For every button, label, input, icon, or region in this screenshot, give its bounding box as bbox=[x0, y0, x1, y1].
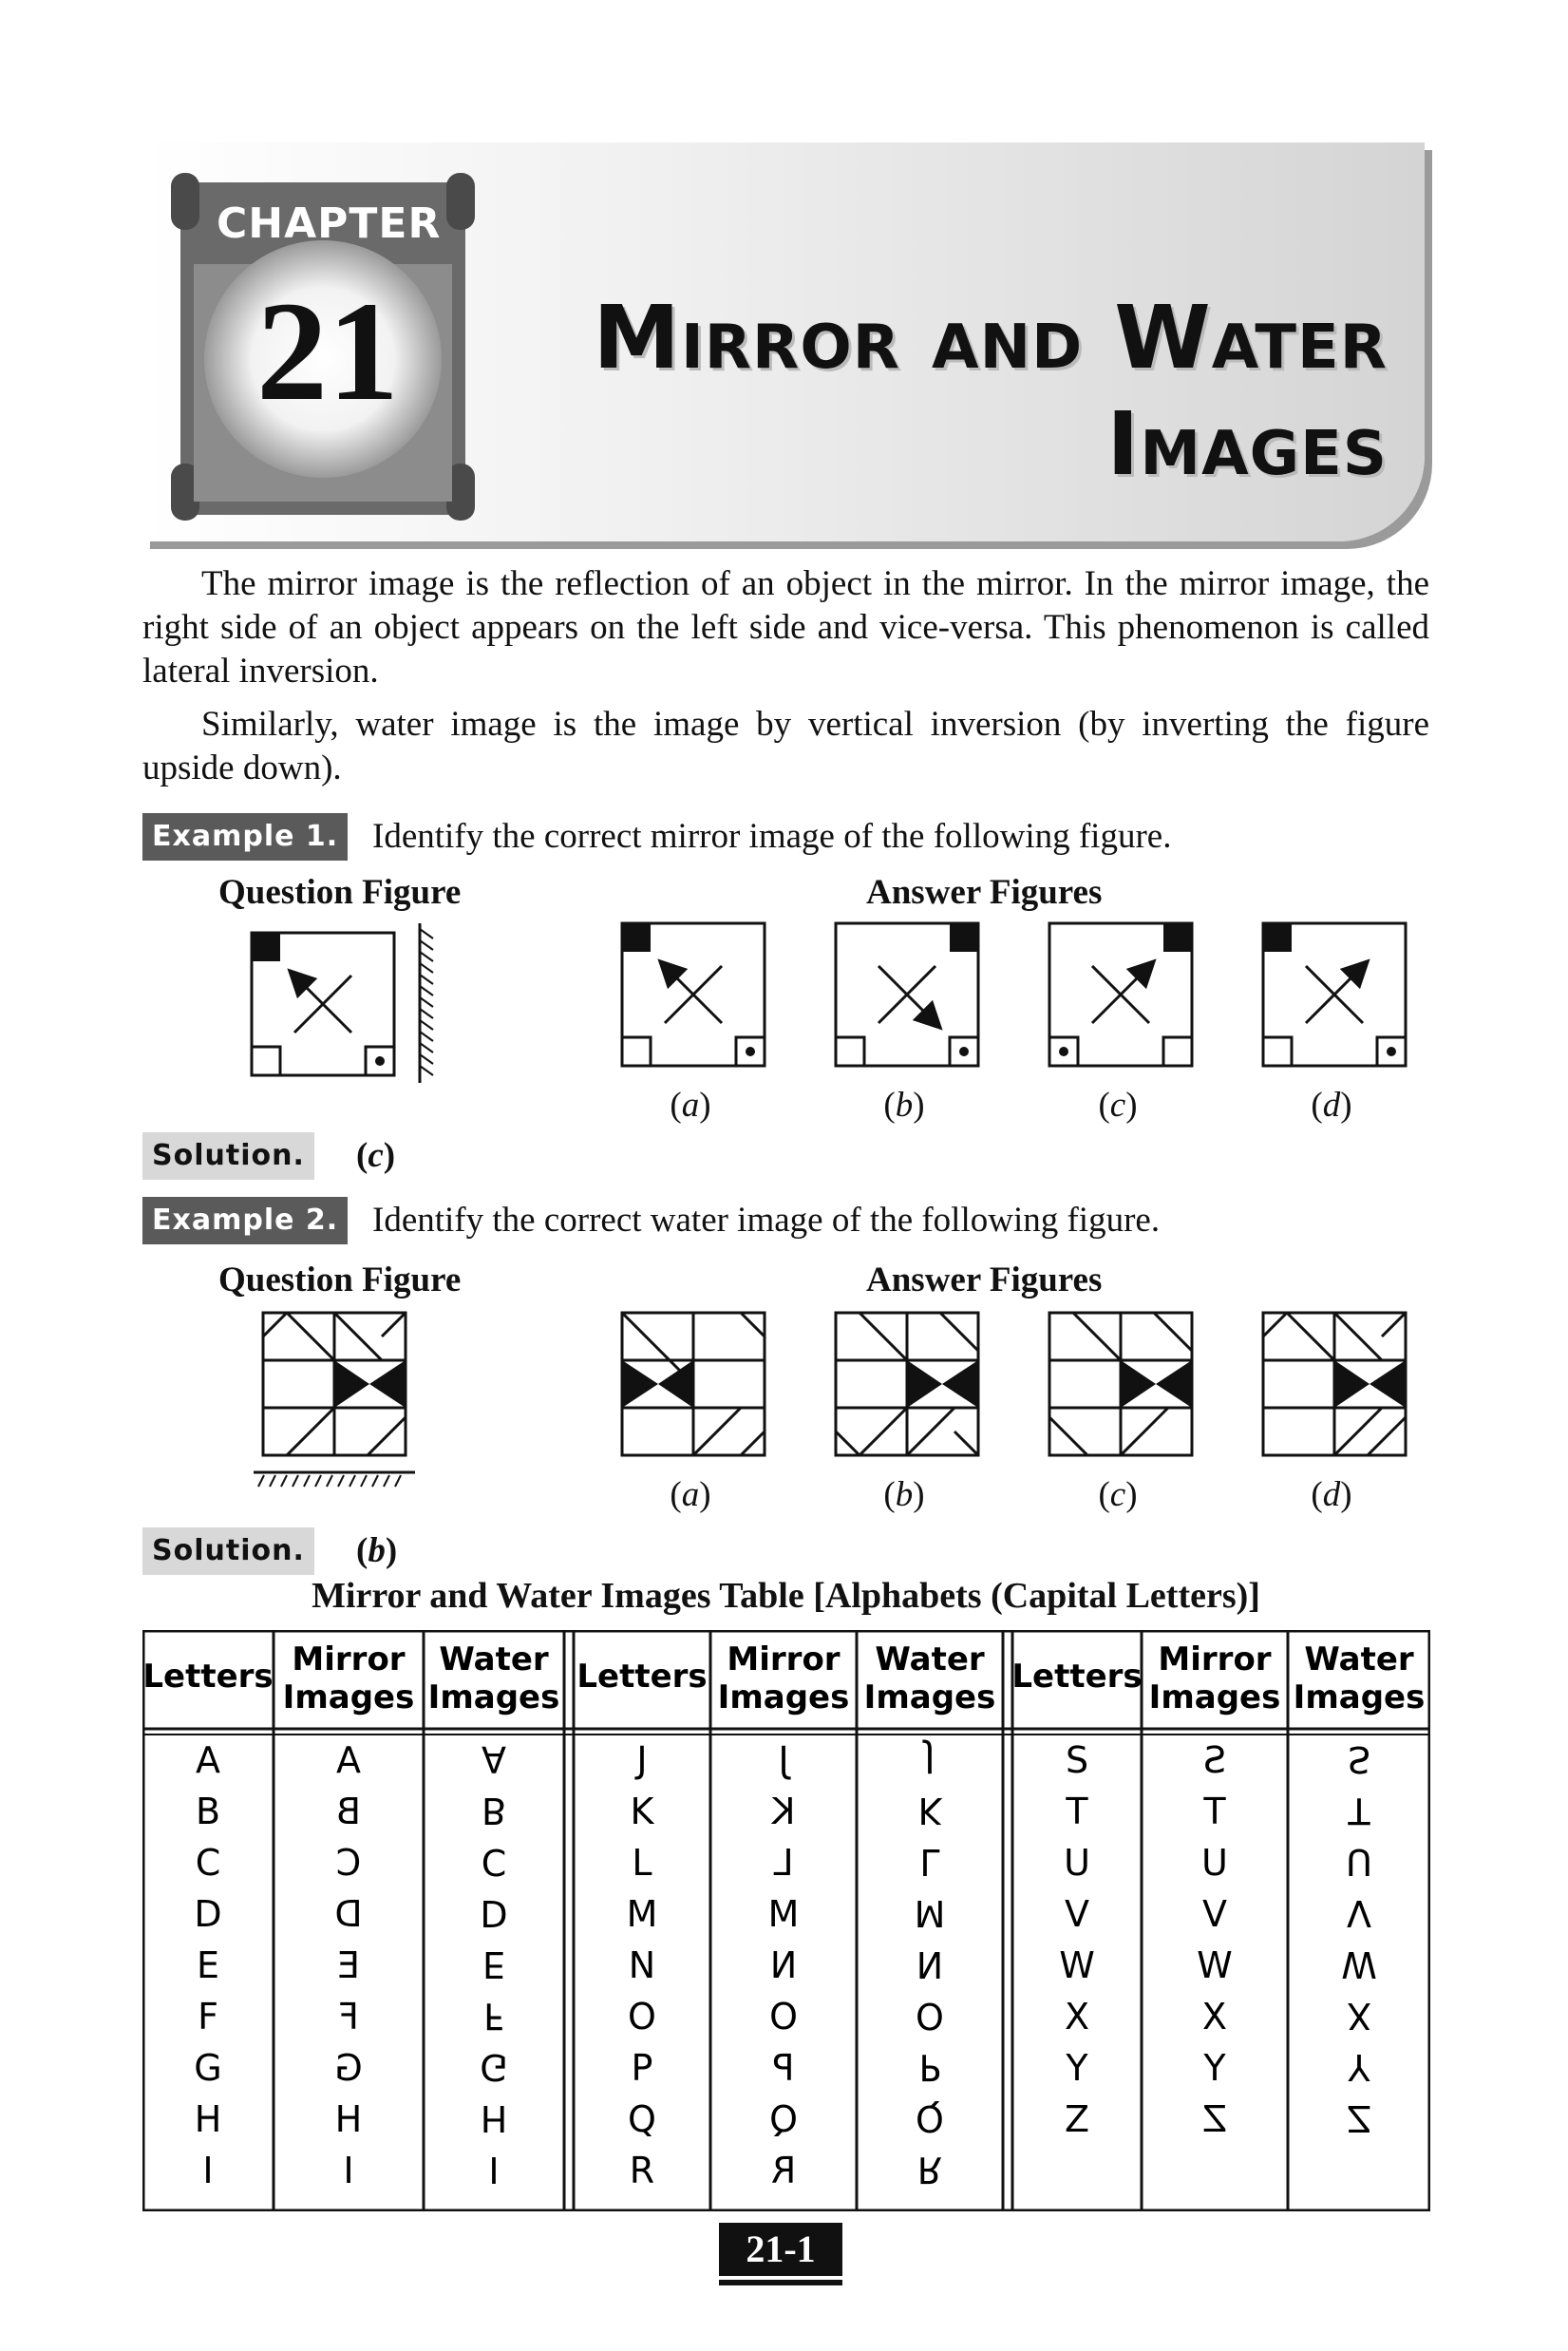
example1-option-a-label: (a) bbox=[670, 1086, 711, 1125]
mirror-letter-G: G bbox=[334, 2047, 363, 2089]
example2-option-d-label: (d) bbox=[1311, 1475, 1352, 1514]
chapter-title-line2: Images bbox=[1106, 393, 1388, 495]
water-letter-C: C bbox=[481, 1841, 507, 1883]
letter-J: J bbox=[636, 1739, 648, 1781]
letter-S: S bbox=[1065, 1739, 1089, 1781]
example2-option-c-figure[interactable] bbox=[1049, 1313, 1192, 1455]
mirror-letter-V: V bbox=[1202, 1893, 1227, 1935]
letter-D: D bbox=[194, 1893, 222, 1935]
header-letters: Letters bbox=[1011, 1658, 1143, 1696]
water-letter-H: H bbox=[480, 2097, 508, 2139]
mirror-letter-K: K bbox=[771, 1791, 796, 1832]
example2-option-b-label: (b) bbox=[883, 1475, 925, 1514]
letter-M: M bbox=[626, 1893, 658, 1935]
chapter-number: 21 bbox=[256, 273, 399, 430]
mirror-letter-F: F bbox=[338, 1996, 359, 2038]
table-title: Mirror and Water Images Table [Alphabets (Capital Letters)] bbox=[312, 1576, 1260, 1616]
example1-tag: Example 1. bbox=[142, 813, 348, 861]
letter-U: U bbox=[1064, 1842, 1090, 1884]
mirror-letter-B: B bbox=[335, 1791, 362, 1832]
example2-option-a-label: (a) bbox=[670, 1475, 711, 1514]
water-letter-I: I bbox=[488, 2149, 500, 2190]
letter-F: F bbox=[198, 1996, 218, 2038]
example2-option-d-figure[interactable] bbox=[1263, 1313, 1406, 1455]
mirror-letter-R: R bbox=[770, 2150, 797, 2191]
chapter-title bbox=[533, 285, 1388, 498]
letter-Z: Z bbox=[1064, 2098, 1090, 2140]
mirror-letter-P: P bbox=[772, 2047, 795, 2089]
example2-tag: Example 2. bbox=[142, 1197, 348, 1244]
example1-option-b-label: (b) bbox=[883, 1086, 925, 1125]
water-letter-M: M bbox=[914, 1892, 946, 1934]
example2-option-b-figure[interactable] bbox=[836, 1313, 978, 1455]
page-number: 21-1 bbox=[719, 2223, 842, 2276]
header-images: Images bbox=[1148, 1678, 1281, 1716]
example1-question-figure bbox=[252, 933, 394, 1075]
water-letter-U: U bbox=[1346, 1841, 1372, 1883]
letter-V: V bbox=[1065, 1893, 1089, 1935]
mirror-letter-Z: Z bbox=[1201, 2098, 1228, 2140]
mirror-letter-J: J bbox=[778, 1739, 789, 1781]
header-images: Images bbox=[427, 1678, 560, 1716]
letter-G: G bbox=[194, 2047, 222, 2089]
water-letter-O: O bbox=[916, 1995, 944, 2037]
example1-answer-heading: Answer Figures bbox=[866, 873, 1103, 912]
example1-option-c-label: (c) bbox=[1098, 1086, 1138, 1125]
mirror-letter-W: W bbox=[1197, 1944, 1233, 1986]
letter-A: A bbox=[196, 1739, 220, 1781]
example2-figures bbox=[142, 1306, 1429, 1496]
letter-T: T bbox=[1066, 1791, 1088, 1832]
header-letters: Letters bbox=[142, 1658, 274, 1696]
chapter-title-line1: Mirror and Water bbox=[593, 287, 1388, 389]
mirror-letter-U: U bbox=[1201, 1842, 1228, 1884]
water-letter-G: G bbox=[480, 2046, 508, 2088]
mirror-letter-T: T bbox=[1203, 1791, 1226, 1832]
example2-text: Identify the correct water image of the following figure. bbox=[372, 1201, 1161, 1240]
example2-option-c-label: (c) bbox=[1098, 1475, 1138, 1514]
example1-figures bbox=[142, 912, 1429, 1102]
example2-answer-heading: Answer Figures bbox=[866, 1261, 1103, 1299]
example1-option-b-figure[interactable] bbox=[836, 923, 978, 1066]
intro-paragraph-2 bbox=[142, 703, 1429, 790]
water-letter-R: R bbox=[916, 2149, 943, 2190]
mirror-letter-E: E bbox=[336, 1944, 361, 1986]
mirror-letter-Y: Y bbox=[1203, 2047, 1226, 2089]
header-mirror: Mirror bbox=[292, 1640, 406, 1678]
letter-X: X bbox=[1064, 1996, 1090, 2038]
water-letter-D: D bbox=[480, 1892, 508, 1934]
example1-solution: (c) bbox=[356, 1136, 396, 1175]
alphabet-table bbox=[142, 1630, 1430, 2211]
mirror-letter-H: H bbox=[334, 2098, 363, 2140]
intro-paragraph-2-text: Similarly, water image is the image by vertical inversion (by inverting the figure upside down). bbox=[142, 705, 1429, 787]
header-mirror: Mirror bbox=[1158, 1640, 1272, 1678]
letter-R: R bbox=[629, 2150, 655, 2191]
water-letter-L: L bbox=[919, 1841, 940, 1883]
header-letters: Letters bbox=[576, 1658, 708, 1696]
example1-question-heading: Question Figure bbox=[218, 873, 462, 912]
water-letter-J: J bbox=[924, 1738, 935, 1780]
example1-option-c-figure[interactable] bbox=[1049, 923, 1192, 1066]
letter-Y: Y bbox=[1066, 2047, 1088, 2089]
water-letter-W: W bbox=[1341, 1943, 1377, 1985]
water-letter-E: E bbox=[482, 1943, 506, 1985]
letter-W: W bbox=[1059, 1944, 1095, 1986]
water-letter-Y: Y bbox=[1348, 2046, 1370, 2088]
letter-H: H bbox=[194, 2098, 222, 2140]
example1-option-d-figure[interactable] bbox=[1263, 923, 1406, 1066]
header-water: Water bbox=[875, 1640, 985, 1678]
mirror-line bbox=[420, 923, 433, 1083]
header-images: Images bbox=[1293, 1678, 1426, 1716]
intro-paragraph-1-text: The mirror image is the reflection of an object in the mirror. In the mirror image, the right side of an object appears on the left side and vice-versa. This phenomenon is called lateral inversion. bbox=[142, 564, 1429, 691]
page-number-underline bbox=[719, 2280, 842, 2285]
letter-E: E bbox=[196, 1944, 220, 1986]
example1-option-d-label: (d) bbox=[1311, 1086, 1352, 1125]
water-letter-B: B bbox=[481, 1790, 507, 1831]
example1-option-a-figure[interactable] bbox=[622, 923, 765, 1066]
example2-solution-tag: Solution. bbox=[142, 1527, 314, 1575]
letter-K: K bbox=[630, 1791, 654, 1832]
letter-B: B bbox=[195, 1791, 221, 1832]
letter-N: N bbox=[628, 1944, 656, 1986]
mirror-letter-O: O bbox=[769, 1996, 798, 2038]
header-water: Water bbox=[439, 1640, 549, 1678]
mirror-letter-C: C bbox=[335, 1842, 362, 1884]
header-mirror: Mirror bbox=[727, 1640, 841, 1678]
mirror-letter-N: N bbox=[769, 1944, 798, 1986]
water-letter-Q: Q bbox=[916, 2097, 944, 2139]
water-letter-P: P bbox=[918, 2046, 941, 2088]
header-images: Images bbox=[863, 1678, 996, 1716]
header-images: Images bbox=[717, 1678, 850, 1716]
example2-solution: (b) bbox=[356, 1531, 398, 1570]
letter-I: I bbox=[202, 2150, 214, 2191]
example2-option-a-figure[interactable] bbox=[622, 1313, 765, 1455]
water-letter-X: X bbox=[1346, 1995, 1372, 2037]
letter-P: P bbox=[631, 2047, 653, 2089]
chapter-label: CHAPTER bbox=[217, 199, 442, 248]
water-letter-N: N bbox=[916, 1943, 944, 1985]
header-images: Images bbox=[282, 1678, 415, 1716]
example1-solution-tag: Solution. bbox=[142, 1132, 314, 1180]
water-line bbox=[254, 1472, 415, 1487]
water-letter-Z: Z bbox=[1346, 2097, 1372, 2139]
mirror-letter-I: I bbox=[343, 2150, 354, 2191]
mirror-letter-X: X bbox=[1201, 1996, 1228, 2038]
letter-O: O bbox=[628, 1996, 656, 2038]
example2-question-figure bbox=[263, 1313, 406, 1455]
example2-question-heading: Question Figure bbox=[218, 1261, 462, 1299]
letter-L: L bbox=[632, 1842, 652, 1884]
water-letter-A: A bbox=[482, 1738, 506, 1780]
water-letter-T: T bbox=[1348, 1790, 1370, 1831]
mirror-letter-A: A bbox=[336, 1739, 361, 1781]
water-letter-S: S bbox=[1347, 1738, 1371, 1780]
letter-C: C bbox=[195, 1842, 221, 1884]
mirror-letter-M: M bbox=[767, 1893, 800, 1935]
example1-text: Identify the correct mirror image of the following figure. bbox=[372, 817, 1172, 856]
mirror-letter-Q: Q bbox=[769, 2098, 798, 2140]
header-water: Water bbox=[1304, 1640, 1414, 1678]
mirror-letter-S: S bbox=[1202, 1739, 1227, 1781]
water-letter-F: F bbox=[483, 1995, 504, 2037]
water-letter-V: V bbox=[1347, 1892, 1371, 1934]
letter-Q: Q bbox=[628, 2098, 656, 2140]
water-letter-K: K bbox=[917, 1790, 942, 1831]
mirror-letter-L: L bbox=[773, 1842, 794, 1884]
intro-paragraph-1 bbox=[142, 562, 1429, 693]
mirror-letter-D: D bbox=[334, 1893, 363, 1935]
